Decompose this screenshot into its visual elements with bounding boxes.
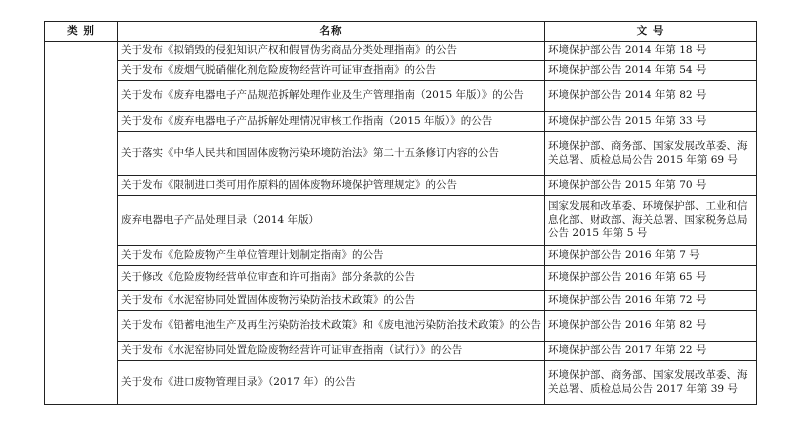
table-row [45, 132, 757, 176]
table-row [45, 81, 757, 112]
table-row [45, 112, 757, 132]
row-doc-no: 环境保护部公告 2014 年第 82 号 [545, 81, 757, 112]
row-name: 关于发布《废弃电器电子产品规范拆解处理作业及生产管理指南（2015 年版）》的公告 [118, 81, 545, 112]
table-row [45, 291, 757, 311]
row-doc-no: 环境保护部公告 2015 年第 33 号 [545, 112, 757, 132]
row-doc-no: 环境保护部公告 2016 年第 72 号 [545, 291, 757, 311]
row-doc-no: 环境保护部公告 2014 年第 54 号 [545, 61, 757, 81]
row-name: 关于修改《危险废物经营单位审查和许可指南》部分条款的公告 [118, 266, 545, 291]
row-name: 关于发布《限制进口类可用作原料的固体废物环境保护管理规定》的公告 [118, 176, 545, 196]
table-row [45, 266, 757, 291]
row-name: 关于发布《废烟气脱硝催化剂危险废物经营许可证审查指南》的公告 [118, 61, 545, 81]
row-name: 关于发布《拟销毁的侵犯知识产权和假冒伪劣商品分类处理指南》的公告 [118, 42, 545, 61]
table-row [45, 246, 757, 266]
table-row [45, 196, 757, 246]
table-header-row [45, 22, 757, 42]
row-doc-no: 环境保护部公告 2016 年第 7 号 [545, 246, 757, 266]
row-doc-no: 环境保护部公告 2016 年第 65 号 [545, 266, 757, 291]
row-name: 关于发布《水泥窑协同处置固体废物污染防治技术政策》的公告 [118, 291, 545, 311]
header-category: 类 别 [45, 22, 118, 42]
table-row [45, 42, 757, 61]
row-doc-no: 环境保护部公告 2016 年第 82 号 [545, 311, 757, 342]
row-doc-no: 环境保护部公告 2017 年第 22 号 [545, 342, 757, 361]
table-row [45, 61, 757, 81]
row-doc-no: 环境保护部、商务部、国家发展改革委、海关总署、质检总局公告 2015 年第 69 号 [545, 132, 757, 176]
row-name: 关于发布《水泥窑协同处置危险废物经营许可证审查指南（试行）》的公告 [118, 342, 545, 361]
table-row [45, 342, 757, 361]
table-row [45, 361, 757, 405]
row-name: 关于发布《进口废物管理目录》（2017 年）的公告 [118, 361, 545, 405]
row-name: 关于发布《废弃电器电子产品拆解处理情况审核工作指南（2015 年版）》的公告 [118, 112, 545, 132]
header-name: 名称 [118, 22, 545, 42]
row-doc-no: 环境保护部、商务部、国家发展改革委、海关总署、质检总局公告 2017 年第 39 号 [545, 361, 757, 405]
row-name: 关于发布《铅蓄电池生产及再生污染防治技术政策》和《废电池污染防治技术政策》的公告 [118, 311, 545, 342]
row-doc-no: 环境保护部公告 2014 年第 18 号 [545, 42, 757, 61]
table-row [45, 311, 757, 342]
table-row [45, 176, 757, 196]
category-cell [45, 42, 118, 405]
row-doc-no: 环境保护部公告 2015 年第 70 号 [545, 176, 757, 196]
row-name: 关于落实《中华人民共和国固体废物污染环境防治法》第二十五条修订内容的公告 [118, 132, 545, 176]
header-doc-no: 文 号 [545, 22, 757, 42]
row-doc-no: 国家发展和改革委、环境保护部、工业和信息化部、财政部、海关总署、国家税务总局公告 2015 年第 5 号 [545, 196, 757, 246]
row-name: 关于发布《危险废物产生单位管理计划制定指南》的公告 [118, 246, 545, 266]
row-name: 废弃电器电子产品处理目录（2014 年版） [118, 196, 545, 246]
regulation-table [44, 21, 757, 405]
